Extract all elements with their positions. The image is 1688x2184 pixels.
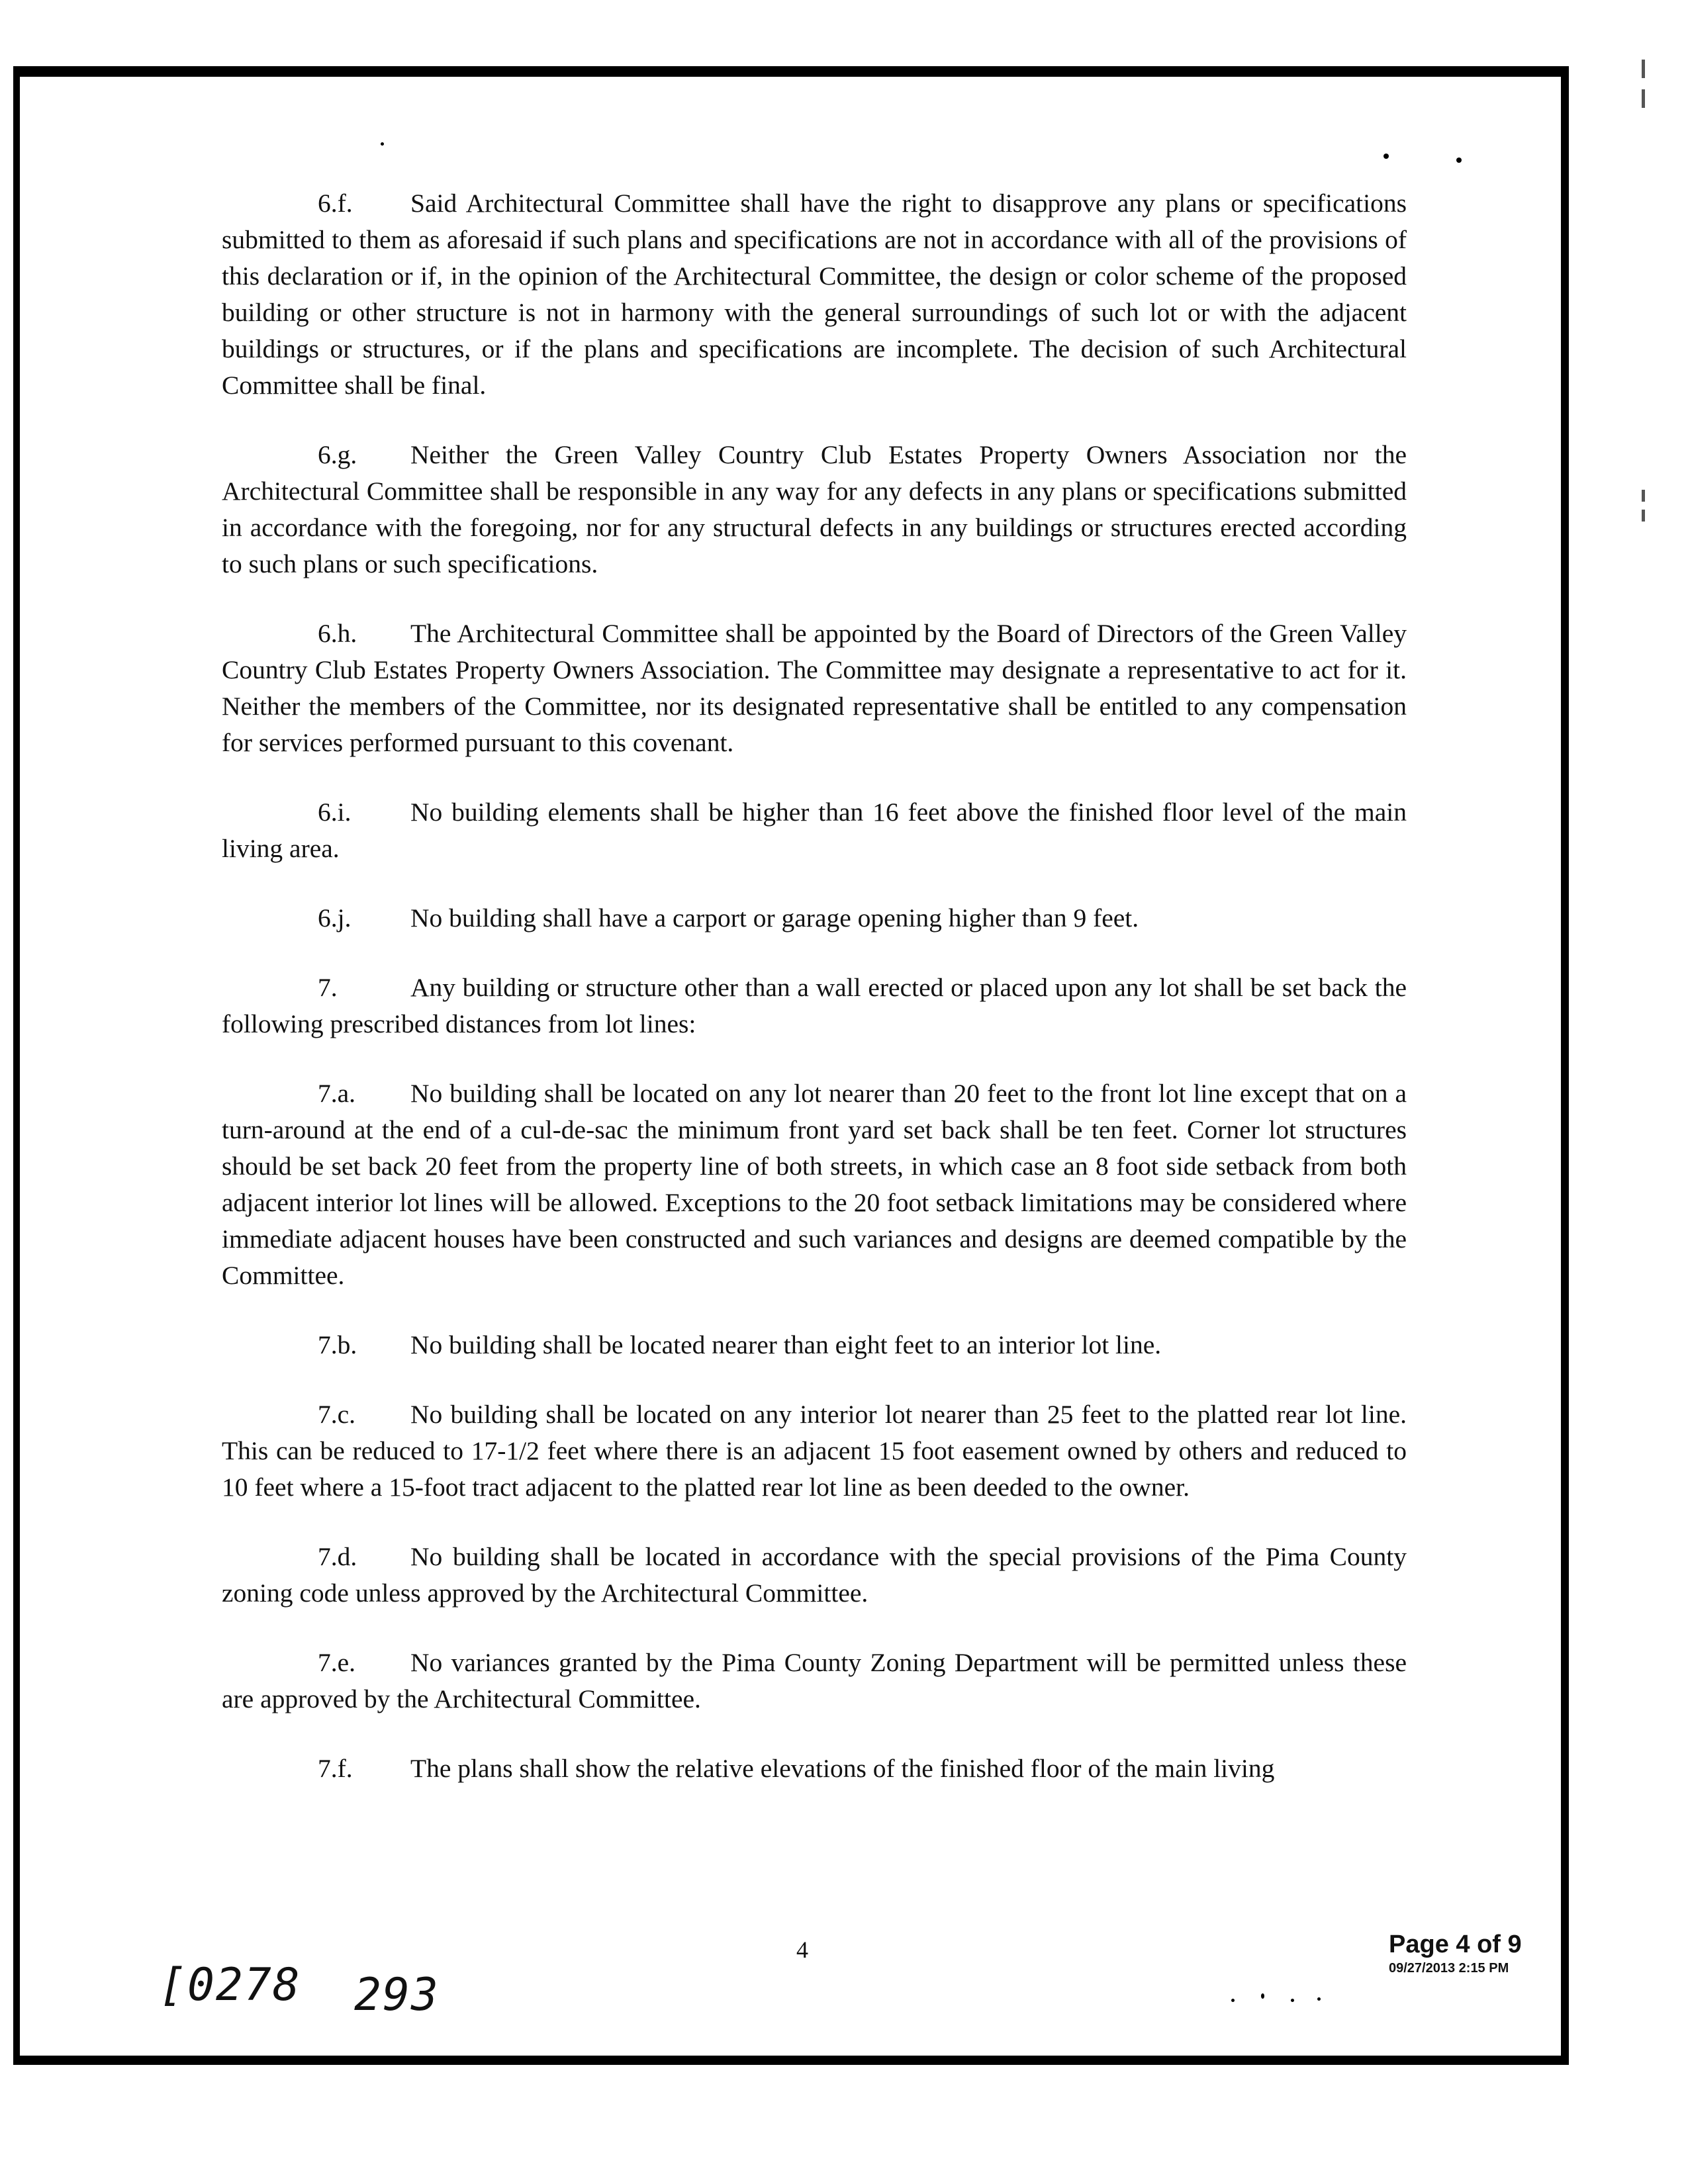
paragraph-7c: [222, 1396, 1407, 1506]
section-number: 7.d.: [318, 1542, 357, 1571]
section-number: 6.i.: [318, 797, 352, 827]
docket-number: [0278: [159, 1959, 301, 2011]
margin-mark: [1642, 89, 1645, 108]
page-number: 4: [796, 1936, 808, 1963]
section-number: 6.f.: [318, 189, 353, 218]
paragraph-text: No building shall have a carport or garage opening higher than 9 feet.: [410, 903, 1139, 933]
speck: [1383, 154, 1389, 159]
section-number: 7.e.: [318, 1648, 356, 1677]
section-number: 7.b.: [318, 1330, 357, 1359]
speck: [1317, 1997, 1321, 2001]
section-number: 7.c.: [318, 1400, 356, 1429]
paragraph-6i: [222, 794, 1407, 867]
document-body: [222, 185, 1407, 1820]
speck: [381, 142, 384, 146]
section-number: 7.f.: [318, 1754, 353, 1783]
paragraph-text: No building shall be located on any lot nearer than 20 feet to the front lot line except that on a turn-around at the end of a cul-de-sac the minimum front yard set back shall be ten feet. Corner lot structures should be set back 20 feet from the property line of both streets, in which case an 8 foot side setback from both adjacent interior lot lines will be allowed. Exceptions to the 20 foot setback limitations may be considered where immediate adjacent houses have been constructed and such variances and designs are deemed compatible by the Committee.: [222, 1079, 1407, 1290]
paragraph-6f: [222, 185, 1407, 404]
paragraph-7e: [222, 1645, 1407, 1717]
paragraph-text: No building shall be located on any interior lot nearer than 25 feet to the platted rear lot line. This can be reduced to 17-1/2 feet where there is an adjacent 15 foot easement owned by others and reduced to 10 feet where a 15-foot tract adjacent to the platted rear lot line as been deeded to the owner.: [222, 1400, 1407, 1502]
speck: [1291, 1999, 1294, 2002]
paragraph-6j: [222, 900, 1407, 936]
margin-mark: [1642, 490, 1645, 502]
paragraph-6g: [222, 437, 1407, 582]
paragraph-7: [222, 970, 1407, 1042]
paragraph-text: No building shall be located nearer than eight feet to an interior lot line.: [410, 1330, 1162, 1359]
paragraph-text: No building elements shall be higher than 16 feet above the finished floor level of the main living area.: [222, 797, 1407, 863]
paragraph-text: Any building or structure other than a wall erected or placed upon any lot shall be set back the following prescribed distances from lot lines:: [222, 973, 1407, 1038]
section-number: 6.h.: [318, 619, 357, 648]
section-number: 6.j.: [318, 903, 352, 933]
paragraph-6h: [222, 615, 1407, 761]
paragraph-text: The plans shall show the relative elevations of the finished floor of the main living: [410, 1754, 1275, 1783]
section-number: 7.a.: [318, 1079, 356, 1108]
speck: [1261, 1993, 1264, 1999]
print-timestamp: 09/27/2013 2:15 PM: [1389, 1961, 1509, 1976]
section-number: 6.g.: [318, 440, 357, 469]
paragraph-7b: [222, 1327, 1407, 1363]
margin-mark: [1642, 60, 1645, 78]
paragraph-text: The Architectural Committee shall be appointed by the Board of Directors of the Green Valley Country Club Estates Property Owners Association. The Committee may designate a representative to act for it. Neither the members of the Committee, nor its designated representative shall be entitled to any compensation for services performed pursuant to this covenant.: [222, 619, 1407, 757]
paragraph-7f: [222, 1751, 1407, 1787]
paragraph-text: No variances granted by the Pima County Zoning Department will be permitted unless these are approved by the Architectural Committee.: [222, 1648, 1407, 1713]
paragraph-7a: [222, 1075, 1407, 1294]
paragraph-text: Said Architectural Committee shall have the right to disapprove any plans or specifications submitted to them as aforesaid if such plans and specifications are not in accordance with all of the provisions of this declaration or if, in the opinion of the Architectural Committee, the design or color scheme of the proposed building or other structure is not in harmony with the general surroundings of such lot or with the adjacent buildings or structures, or if the plans and specifications are incomplete. The decision of such Architectural Committee shall be final.: [222, 189, 1407, 400]
page-count-label: Page 4 of 9: [1389, 1931, 1522, 1958]
section-number: 7.: [318, 973, 338, 1002]
paragraph-text: Neither the Green Valley Country Club Estates Property Owners Association nor the Architectural Committee shall be responsible in any way for any defects in any plans or specifications submitted in accordance with the foregoing, nor for any structural defects in any buildings or structures erected according to such plans or such specifications.: [222, 440, 1407, 578]
paragraph-text: No building shall be located in accordance with the special provisions of the Pima County zoning code unless approved by the Architectural Committee.: [222, 1542, 1407, 1608]
speck: [1456, 158, 1462, 163]
page-reference-number: 293: [354, 1969, 440, 2021]
margin-mark: [1642, 510, 1645, 522]
speck: [1231, 1999, 1235, 2002]
paragraph-7d: [222, 1539, 1407, 1612]
